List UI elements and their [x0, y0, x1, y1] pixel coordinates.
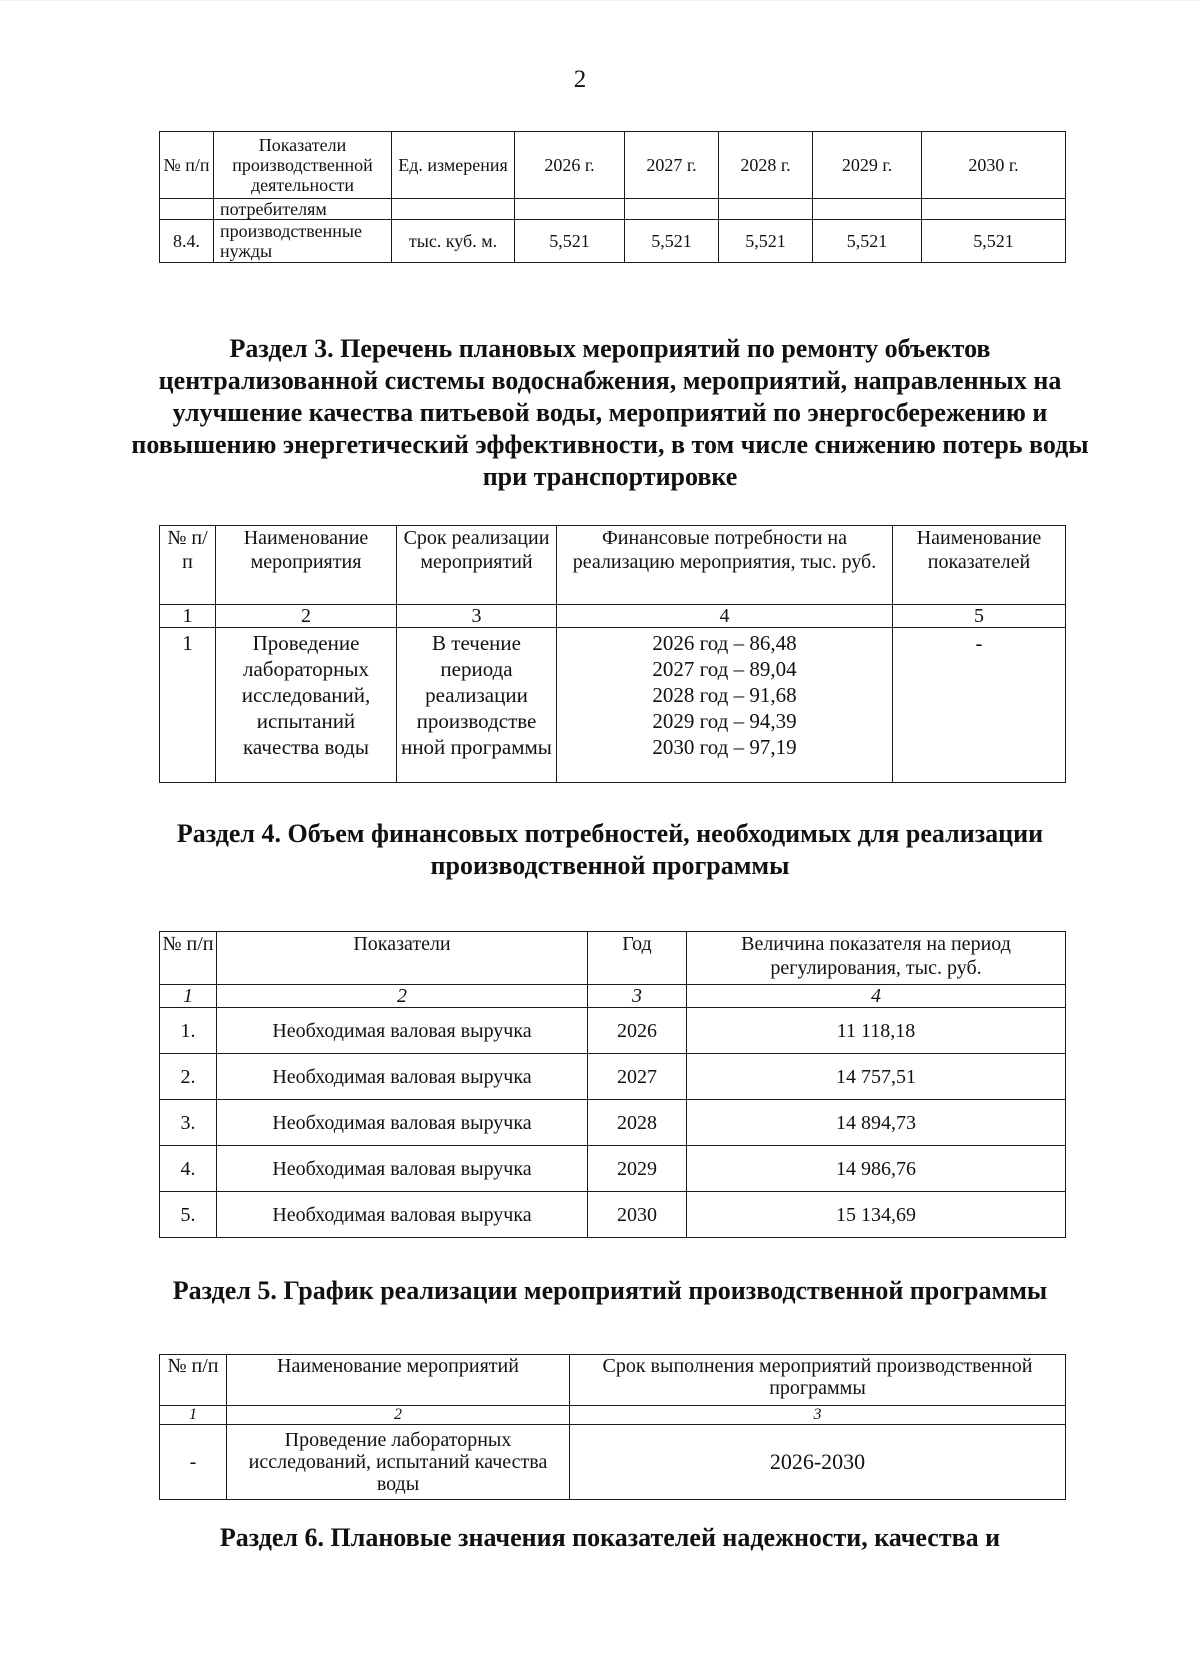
table-cell: Необходимая валовая выручка — [217, 1054, 588, 1100]
header-cell: 2026 г. — [515, 132, 625, 199]
finance-line: 2029 год – 94,39 — [652, 709, 797, 733]
table-cell: 2028 — [588, 1100, 687, 1146]
column-number: 3 — [588, 985, 687, 1008]
header-cell: Ед. измерения — [392, 132, 515, 199]
header-cell: Наименование мероприятий — [227, 1355, 570, 1406]
column-number-row — [160, 605, 1066, 628]
table-cell — [813, 199, 922, 220]
table-cell — [625, 199, 719, 220]
column-number-row — [160, 985, 1066, 1008]
production-indicators-table — [159, 131, 1066, 263]
table-cell: Проведение лабораторных исследований, испытаний качества воды — [227, 1425, 570, 1500]
section-5-title: Раздел 5. График реализации мероприятий производственной программы — [172, 1276, 1048, 1305]
table-cell: 5,521 — [922, 220, 1066, 263]
table-cell — [515, 199, 625, 220]
table-cell: 2. — [160, 1054, 217, 1100]
table-cell: 15 134,69 — [687, 1192, 1066, 1238]
table-cell: 5,521 — [625, 220, 719, 263]
table-cell: 5,521 — [813, 220, 922, 263]
table-cell: 14 894,73 — [687, 1100, 1066, 1146]
header-cell: № п/п — [160, 132, 214, 199]
finance-cell — [557, 628, 893, 783]
table-cell: 5,521 — [515, 220, 625, 263]
table-cell: 2029 — [588, 1146, 687, 1192]
measure-term-cell: В течение периода реализации производстве нной программы — [397, 628, 557, 783]
section-4-title: Раздел 4. Объем финансовых потребностей, необходимых для реализации производственной программы — [176, 819, 1044, 880]
table-cell: 14 986,76 — [687, 1146, 1066, 1192]
table-cell: 11 118,18 — [687, 1008, 1066, 1054]
column-number: 1 — [160, 1406, 227, 1425]
page-edge — [0, 0, 1200, 1]
finance-line: 2026 год – 86,48 — [652, 631, 797, 655]
column-number: 1 — [160, 985, 217, 1008]
column-number: 4 — [557, 605, 893, 628]
table-row — [160, 1192, 1066, 1238]
column-number: 4 — [687, 985, 1066, 1008]
finance-line: 2027 год – 89,04 — [652, 657, 797, 681]
table-cell — [392, 199, 515, 220]
header-cell: 2028 г. — [719, 132, 813, 199]
table-cell: 5. — [160, 1192, 217, 1238]
column-number: 2 — [216, 605, 397, 628]
table-row — [160, 1425, 1066, 1500]
table-header-row — [160, 1355, 1066, 1406]
header-cell: 2027 г. — [625, 132, 719, 199]
table-row — [160, 1054, 1066, 1100]
header-cell: 2029 г. — [813, 132, 922, 199]
column-number: 2 — [217, 985, 588, 1008]
schedule-table — [159, 1354, 1066, 1500]
table-header-row — [160, 932, 1066, 985]
table-cell: потребителям — [214, 199, 392, 220]
column-number: 2 — [227, 1406, 570, 1425]
column-number: 1 — [160, 605, 216, 628]
header-cell: Год — [588, 932, 687, 985]
table-cell: Необходимая валовая выручка — [217, 1192, 588, 1238]
table-cell: производственные нужды — [214, 220, 392, 263]
table-cell — [160, 199, 214, 220]
table-row — [160, 1100, 1066, 1146]
header-cell: № п/п — [160, 932, 217, 985]
header-cell: 2030 г. — [922, 132, 1066, 199]
header-cell: Финансовые потребности на реализацию мероприятия, тыс. руб. — [557, 526, 893, 605]
column-number: 5 — [893, 605, 1066, 628]
table-cell: тыс. куб. м. — [392, 220, 515, 263]
table-cell: 5,521 — [719, 220, 813, 263]
table-cell: 2026 — [588, 1008, 687, 1054]
table-cell: 1 — [160, 628, 216, 783]
financial-needs-table — [159, 931, 1066, 1238]
table-cell: 1. — [160, 1008, 217, 1054]
table-cell: 2030 — [588, 1192, 687, 1238]
table-cell: Необходимая валовая выручка — [217, 1100, 588, 1146]
header-cell: Показатели — [217, 932, 588, 985]
indicators-cell: - — [893, 628, 1066, 783]
header-cell: № п/п — [160, 526, 216, 605]
table-cell — [922, 199, 1066, 220]
table-cell — [719, 199, 813, 220]
table-row — [160, 628, 1066, 783]
measure-name-cell: Проведение лабораторных исследований, испытаний качества воды — [216, 628, 397, 783]
table-row — [160, 1008, 1066, 1054]
table-cell: Необходимая валовая выручка — [217, 1008, 588, 1054]
table-cell: 3. — [160, 1100, 217, 1146]
finance-line: 2030 год – 97,19 — [652, 735, 797, 759]
header-cell: Наименование мероприятия — [216, 526, 397, 605]
table-cell: 2027 — [588, 1054, 687, 1100]
table-cell: - — [160, 1425, 227, 1500]
header-cell: № п/п — [160, 1355, 227, 1406]
header-cell: Наименование показателей — [893, 526, 1066, 605]
table-cell: 8.4. — [160, 220, 214, 263]
table-row — [160, 1146, 1066, 1192]
table-header-row — [160, 132, 1066, 199]
section-6-title: Раздел 6. Плановые значения показателей надежности, качества и — [219, 1523, 1001, 1552]
header-cell: Срок реализации мероприятий — [397, 526, 557, 605]
table-cell: Необходимая валовая выручка — [217, 1146, 588, 1192]
table-row — [160, 199, 1066, 220]
header-cell: Срок выполнения мероприятий производственной программы — [570, 1355, 1066, 1406]
header-cell: Величина показателя на период регулирования, тыс. руб. — [687, 932, 1066, 985]
table-header-row — [160, 526, 1066, 605]
table-row — [160, 220, 1066, 263]
table-cell: 14 757,51 — [687, 1054, 1066, 1100]
column-number-row — [160, 1406, 1066, 1425]
column-number: 3 — [570, 1406, 1066, 1425]
planned-measures-table — [159, 525, 1066, 783]
column-number: 3 — [397, 605, 557, 628]
section-3-title: Раздел 3. Перечень плановых мероприятий по ремонту объектов централизованной системы водоснабжения, мероприятий, направленных на улучшение качества питьевой воды, мероприятий по энергосбережению и повышению энергетический эффективности, в том числе снижению потерь воды при транспортировке — [131, 334, 1089, 491]
table-cell: 2026-2030 — [570, 1425, 1066, 1500]
header-cell: Показатели производственной деятельности — [214, 132, 392, 199]
table-cell: 4. — [160, 1146, 217, 1192]
finance-line: 2028 год – 91,68 — [652, 683, 797, 707]
page-number: 2 — [573, 66, 587, 93]
